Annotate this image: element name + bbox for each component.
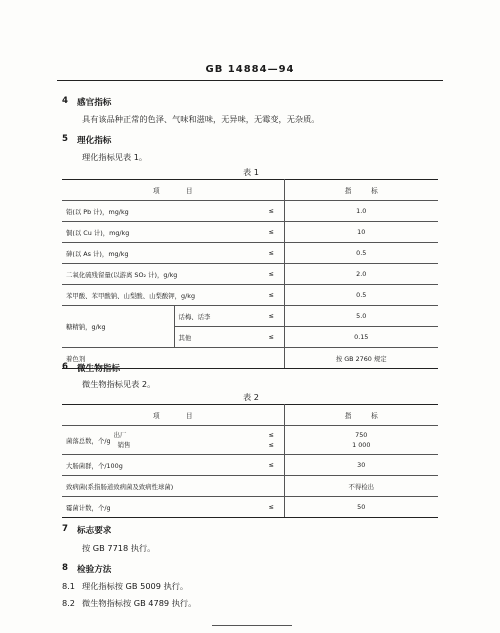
le-symbol: ≤ xyxy=(259,497,284,518)
section-8-1-body: 理化指标按 GB 5009 执行。 xyxy=(82,581,189,591)
le-symbol: ≤ xyxy=(259,264,284,285)
section-8-title: 检验方法 xyxy=(77,565,112,575)
table-2-mold-item: 霉菌计数，个/g xyxy=(62,497,259,518)
standard-code-header: GB 14884—94 xyxy=(205,64,295,75)
le-symbol: ≤ xyxy=(259,306,284,327)
table-2-sub-factory: 出厂 xyxy=(113,431,127,439)
table-2-pathogen-symbol xyxy=(259,476,284,497)
table-row xyxy=(62,264,438,285)
table-1-saccharin-sub-label: 其他 xyxy=(174,327,259,348)
section-8-number: 8 xyxy=(62,563,68,573)
table-2-factory-value: 750 xyxy=(355,431,368,439)
table-row xyxy=(62,497,438,518)
table-2-mold-value: 50 xyxy=(284,497,438,518)
table-1 xyxy=(62,179,438,369)
table-2-total-count-subs xyxy=(114,430,131,450)
section-8-2-number: 8.2 xyxy=(62,598,76,608)
table-1-arsenic-value: 0.5 xyxy=(284,243,438,264)
section-7-number: 7 xyxy=(62,524,68,534)
table-1-lead-item: 铅(以 Pb 计)，mg/kg xyxy=(62,201,259,222)
table-1-saccharin-item: 糖精钠，g/kg xyxy=(62,306,174,348)
table-2-pathogen-item: 致病菌(系指肠道致病菌及致病性球菌) xyxy=(62,476,259,497)
section-5-intro: 理化指标见表 1。 xyxy=(82,152,148,162)
table-2-caption: 表 2 xyxy=(243,392,259,402)
table-1-saccharin-sub-value: 5.0 xyxy=(284,306,438,327)
table-row xyxy=(62,201,438,222)
table-row xyxy=(62,476,438,497)
table-1-colorant-item: 着色剂 xyxy=(62,348,259,369)
section-4-number: 4 xyxy=(62,96,68,106)
table-row xyxy=(62,455,438,476)
le-symbol: ≤ xyxy=(259,285,284,306)
table-1-colorant-value: 按 GB 2760 规定 xyxy=(284,348,438,369)
table-1-copper-value: 10 xyxy=(284,222,438,243)
table-1-lead-value: 1.0 xyxy=(284,201,438,222)
table-2 xyxy=(62,404,438,518)
table-1-so2-item: 二氧化硫残留量(以游离 SO₂ 计)，g/kg xyxy=(62,264,259,285)
table-row xyxy=(62,306,438,327)
le-symbol: ≤ xyxy=(259,243,284,264)
footer-rule xyxy=(212,625,292,626)
table-2-coliform-item: 大肠菌群，个/100g xyxy=(62,455,259,476)
table-2-pathogen-value: 不得检出 xyxy=(284,476,438,497)
table-1-saccharin-sub-value: 0.15 xyxy=(284,327,438,348)
section-8-2-body: 微生物指标按 GB 4789 执行。 xyxy=(82,598,197,608)
table-1-header-value: 指 标 xyxy=(284,180,438,201)
le-symbol: ≤ xyxy=(259,455,284,476)
section-6-intro: 微生物指标见表 2。 xyxy=(82,379,156,389)
table-1-preservative-item: 苯甲酸、苯甲酸钠、山梨酸、山梨酸钾，g/kg xyxy=(62,285,259,306)
table-row xyxy=(62,426,438,455)
table-1-copper-item: 铜(以 Cu 计)，mg/kg xyxy=(62,222,259,243)
table-2-sub-retail: 销售 xyxy=(117,441,131,449)
table-2-total-count-values xyxy=(284,426,438,455)
table-2-retail-value: 1 000 xyxy=(352,441,371,449)
table-2-header-item: 项 目 xyxy=(62,405,284,426)
section-6-number: 6 xyxy=(62,362,68,372)
section-4-title: 感官指标 xyxy=(77,98,112,108)
table-1-preservative-value: 0.5 xyxy=(284,285,438,306)
table-1-header-row xyxy=(62,180,438,201)
section-7-body: 按 GB 7718 执行。 xyxy=(82,543,156,553)
section-8-1-number: 8.1 xyxy=(62,581,76,591)
table-1-caption: 表 1 xyxy=(243,167,259,177)
le-symbol: ≤ xyxy=(259,222,284,243)
table-2-header-row xyxy=(62,405,438,426)
table-row xyxy=(62,285,438,306)
table-2-coliform-value: 30 xyxy=(284,455,438,476)
section-4-body: 具有该品种正常的色泽、气味和滋味，无异味，无霉变，无杂质。 xyxy=(82,114,320,124)
table-2-total-count-symbols xyxy=(259,426,284,455)
section-6-title: 微生物指标 xyxy=(77,364,120,374)
table-1-colorant-spacer xyxy=(259,348,284,369)
le-symbol: ≤ xyxy=(259,327,284,348)
table-1-so2-value: 2.0 xyxy=(284,264,438,285)
section-7-title: 标志要求 xyxy=(77,526,112,536)
table-row xyxy=(62,222,438,243)
table-1-header-item: 项 目 xyxy=(62,180,284,201)
le-symbol: ≤ xyxy=(268,441,274,449)
table-1-arsenic-item: 砷(以 As 计)，mg/kg xyxy=(62,243,259,264)
le-symbol: ≤ xyxy=(268,431,274,439)
table-1-saccharin-sub-label: 话梅、话李 xyxy=(174,306,259,327)
section-5-number: 5 xyxy=(62,134,68,144)
header-rule xyxy=(57,80,443,81)
table-2-total-count-cell xyxy=(62,426,259,455)
table-2-total-count-item: 菌落总数，个/g xyxy=(66,436,111,445)
table-row xyxy=(62,243,438,264)
table-2-header-value: 指 标 xyxy=(284,405,438,426)
section-5-title: 理化指标 xyxy=(77,136,112,146)
le-symbol: ≤ xyxy=(259,201,284,222)
